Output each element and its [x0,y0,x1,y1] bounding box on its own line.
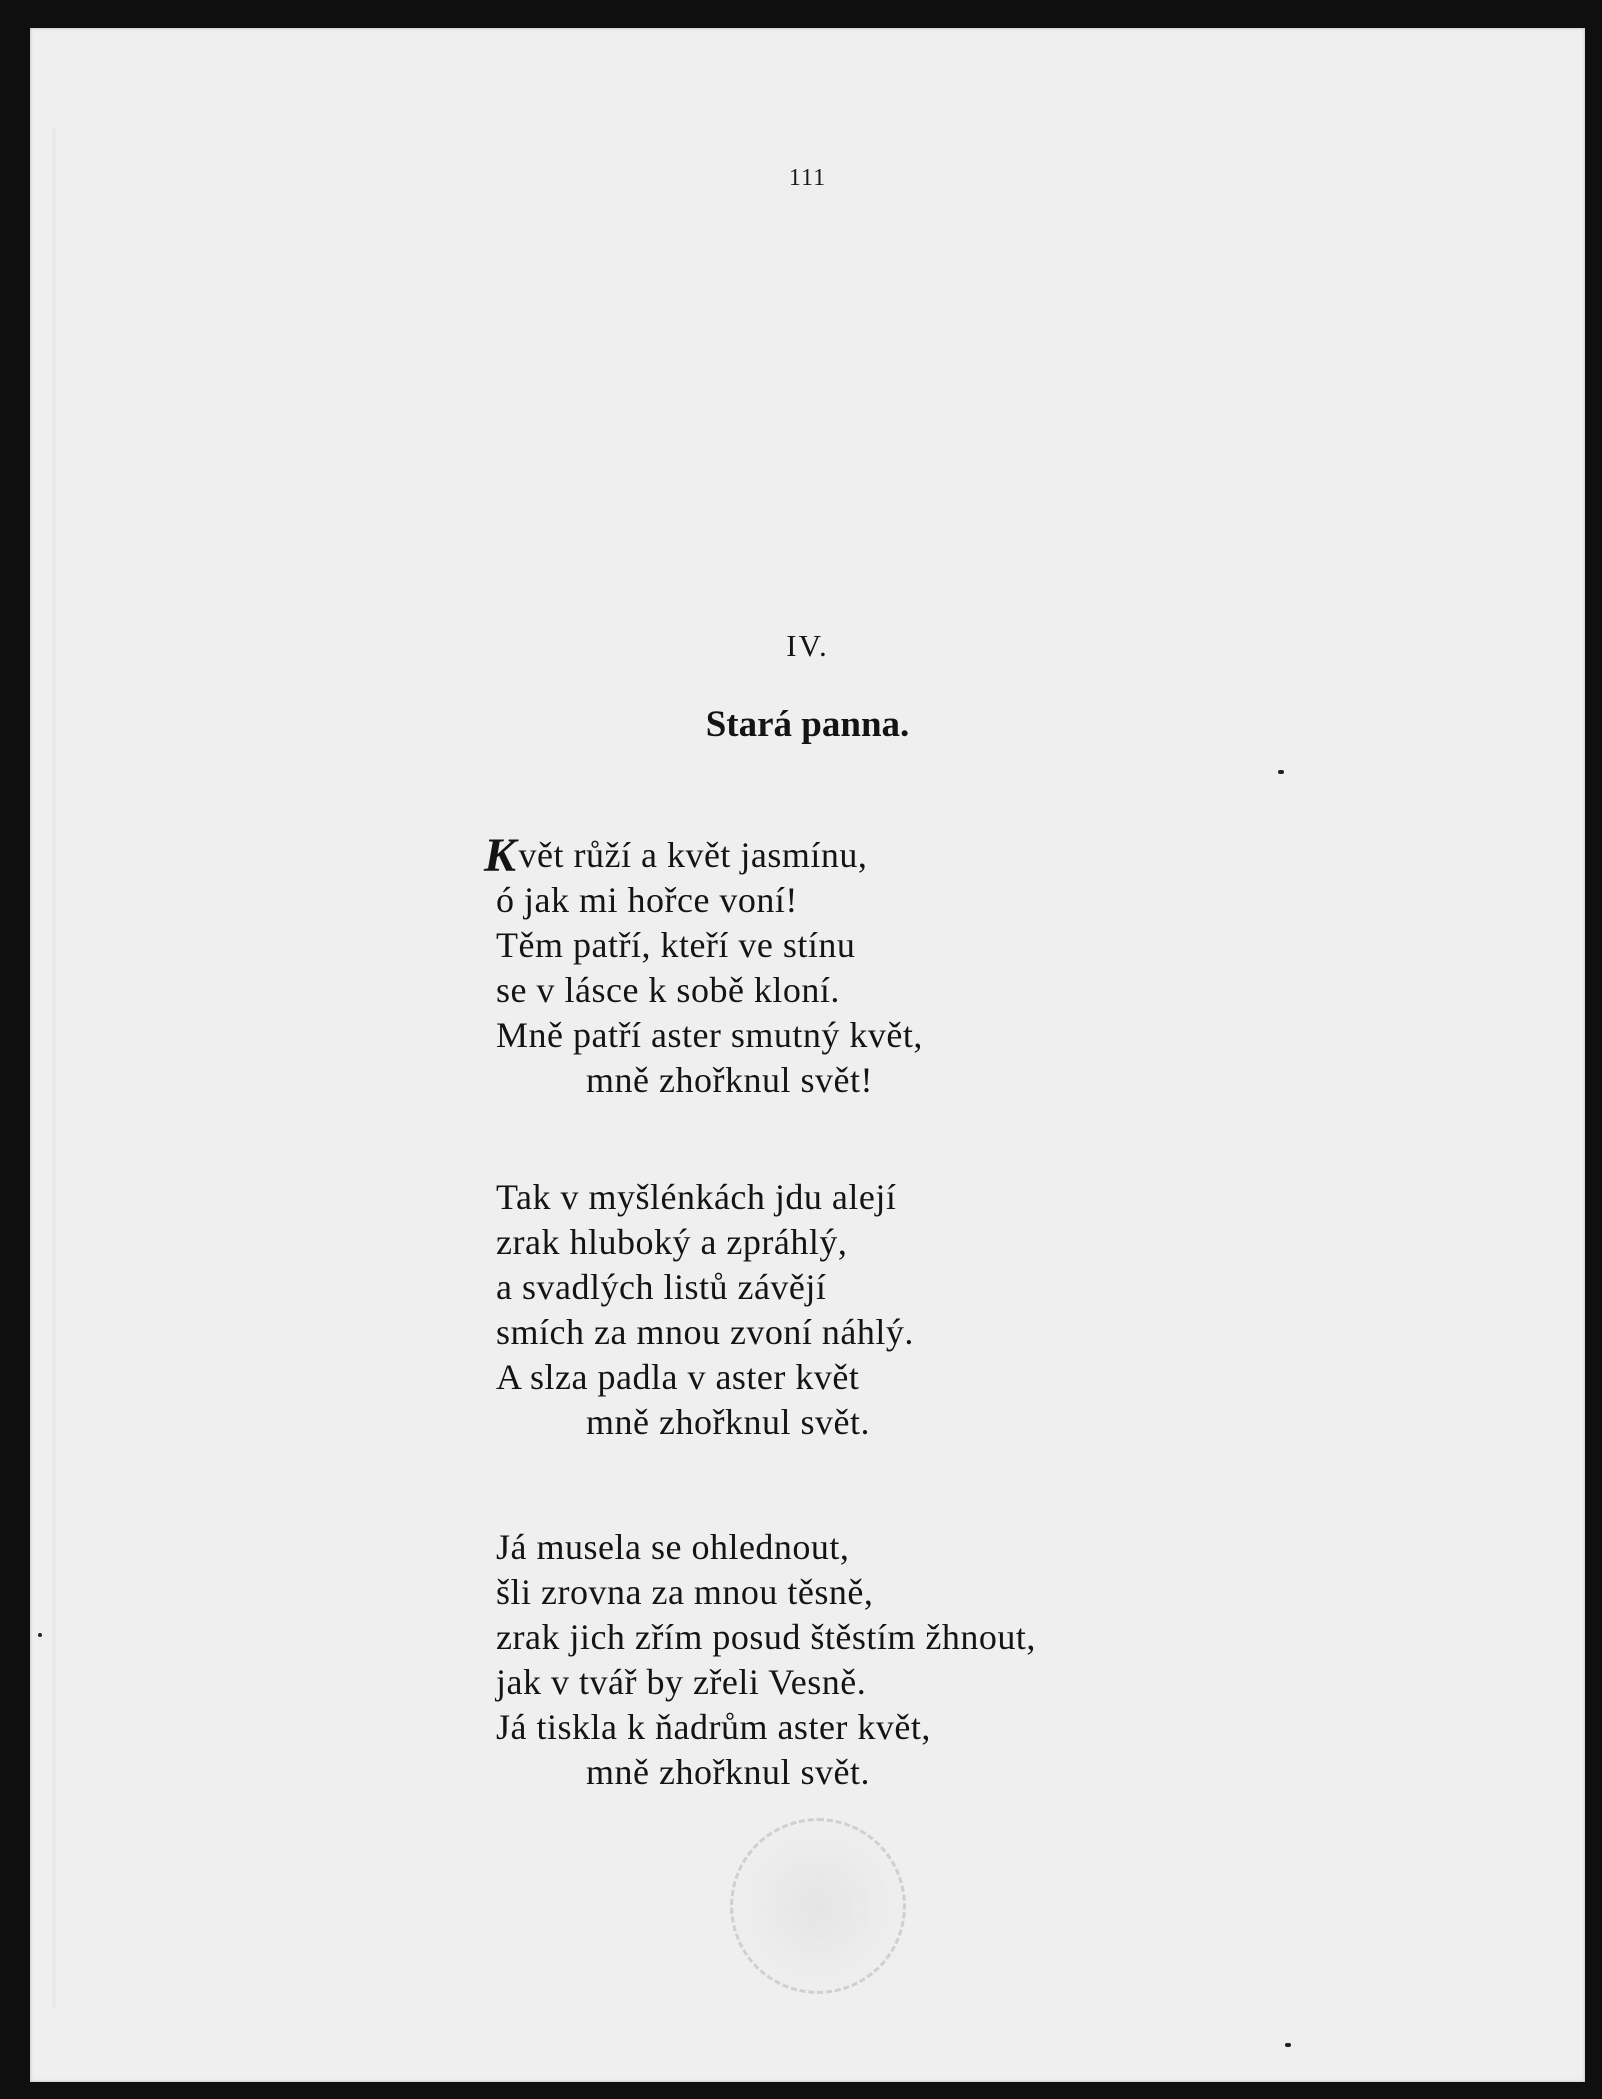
section-numeral: IV. [786,628,829,663]
poem-line: smích za mnou zvoní náhlý. [496,1312,914,1352]
page-number: 111 [788,165,827,191]
poem-line: a svadlých listů závějí [496,1267,827,1307]
poem-refrain-line: mně zhořknul svět! [586,1060,873,1100]
stanza-1 [484,829,923,1103]
poem-line: Mně patří aster smutný květ, [496,1015,923,1055]
poem-line: ó jak mi hořce voní! [496,880,798,920]
scan-speck [1285,2043,1291,2047]
poem-line: A slza padla v aster květ [496,1357,860,1397]
poem-line-text: vět růží a květ jasmínu, [518,835,868,875]
poem-line: zrak jich zřím posud štěstím žhnout, [496,1617,1036,1657]
poem-line: Těm patří, kteří ve stínu [496,925,856,965]
stanza-3 [496,1525,1036,1795]
scan-speck [1278,770,1284,774]
drop-cap-letter: K [484,829,517,882]
library-stamp [730,1818,906,1994]
poem-line: se v lásce k sobě kloní. [496,970,840,1010]
stanza-2 [496,1175,914,1445]
poem-line: Já musela se ohlednout, [496,1527,850,1567]
poem-line: šli zrovna za mnou těsně, [496,1572,874,1612]
poem-line: Tak v myšlénkách jdu alejí [496,1177,897,1217]
scan-speck [38,1633,42,1637]
poem-line: jak v tvář by zřeli Vesně. [496,1662,867,1702]
poem-refrain-line: mně zhořknul svět. [586,1752,870,1792]
poem-line [484,829,923,882]
poem-line: zrak hluboký a zpráhlý, [496,1222,848,1262]
page-binding-edge [52,128,56,2008]
poem-title: Stará panna. [705,704,910,745]
book-page [30,28,1585,2082]
poem-refrain-line: mně zhořknul svět. [586,1402,870,1442]
poem-line: Já tiskla k ňadrům aster květ, [496,1707,931,1747]
